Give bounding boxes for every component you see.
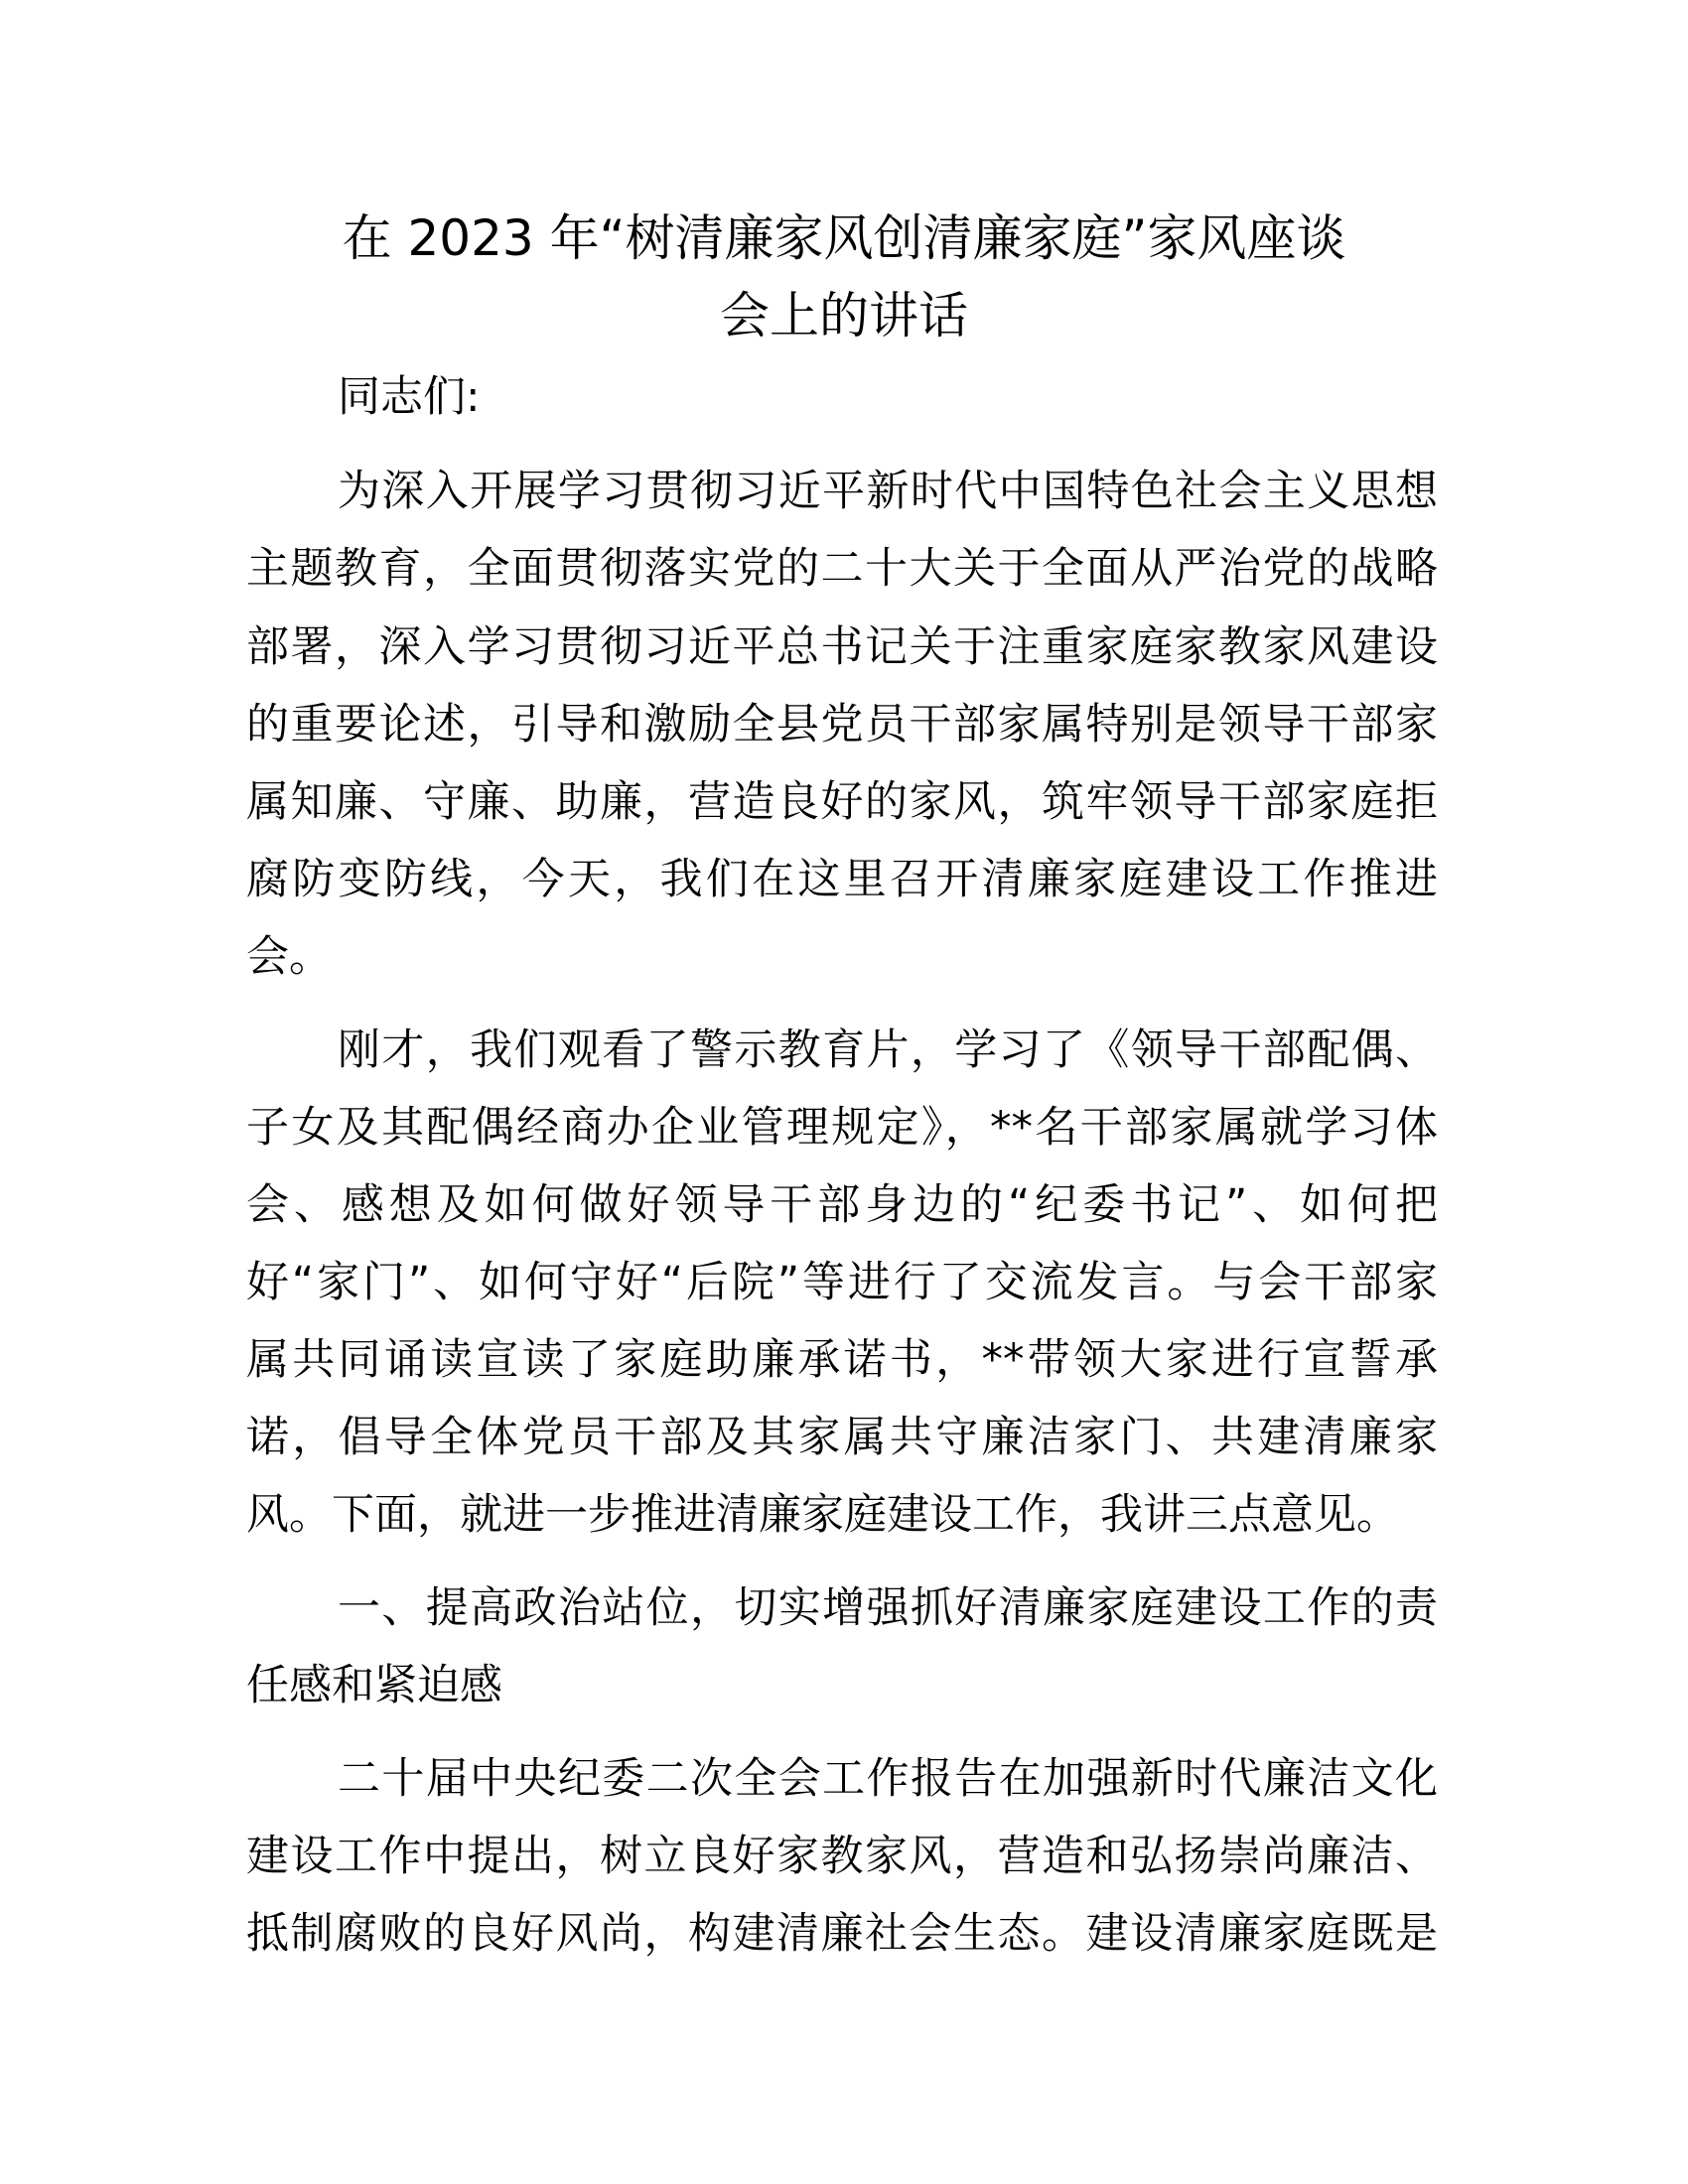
document-title-line-2: 会上的讲话 bbox=[720, 287, 968, 344]
salutation: 同志们: bbox=[338, 372, 481, 422]
paragraph-3-line-2: 建设工作中提出，树立良好家教家风，营造和弘扬崇尚廉洁、 bbox=[246, 1832, 1438, 1881]
section-heading-1-line-1: 一、提高政治站位，切实增强抓好清廉家庭建设工作的责 bbox=[338, 1583, 1438, 1633]
paragraph-3-line-3: 抵制腐败的良好风尚，构建清廉社会生态。建设清廉家庭既是 bbox=[246, 1909, 1438, 1959]
paragraph-3-line-1: 二十届中央纪委二次全会工作报告在加强新时代廉洁文化 bbox=[338, 1754, 1438, 1804]
paragraph-2-line-5: 属共同诵读宣读了家庭助廉承诺书，**带领大家进行宣誓承 bbox=[246, 1335, 1438, 1385]
paragraph-2-line-3: 会、感想及如何做好领导干部身边的“纪委书记”、如何把 bbox=[246, 1180, 1438, 1230]
paragraph-1-line-5: 属知廉、守廉、助廉，营造良好的家风，筑牢领导干部家庭拒 bbox=[246, 777, 1438, 827]
paragraph-2-line-1: 刚才，我们观看了警示教育片，学习了《领导干部配偶、 bbox=[338, 1025, 1438, 1075]
paragraph-1-line-4: 的重要论述，引导和激励全县党员干部家属特别是领导干部家 bbox=[246, 700, 1438, 750]
paragraph-1-line-2: 主题教育，全面贯彻落实党的二十大关于全面从严治党的战略 bbox=[246, 544, 1438, 594]
paragraph-2-line-2: 子女及其配偶经商办企业管理规定》，**名干部家属就学习体 bbox=[246, 1103, 1438, 1153]
paragraph-2-line-6: 诺，倡导全体党员干部及其家属共守廉洁家门、共建清廉家 bbox=[246, 1413, 1438, 1462]
paragraph-2-line-4: 好“家门”、如何守好“后院”等进行了交流发言。与会干部家 bbox=[246, 1258, 1438, 1307]
paragraph-1-line-6: 腐防变防线，今天，我们在这里召开清廉家庭建设工作推进 bbox=[246, 855, 1438, 904]
paragraph-2-line-7: 风。下面，就进一步推进清廉家庭建设工作，我讲三点意见。 bbox=[246, 1490, 1399, 1540]
section-heading-1-line-2: 任感和紧迫感 bbox=[246, 1661, 502, 1710]
paragraph-1-line-1: 为深入开展学习贯彻习近平新时代中国特色社会主义思想 bbox=[338, 467, 1438, 516]
document-title-line-1: 在 2023 年“树清廉家风创清廉家庭”家风座谈 bbox=[342, 209, 1346, 267]
paragraph-1-line-3: 部署，深入学习贯彻习近平总书记关于注重家庭家教家风建设 bbox=[246, 622, 1438, 672]
paragraph-1-line-7: 会。 bbox=[246, 932, 332, 982]
